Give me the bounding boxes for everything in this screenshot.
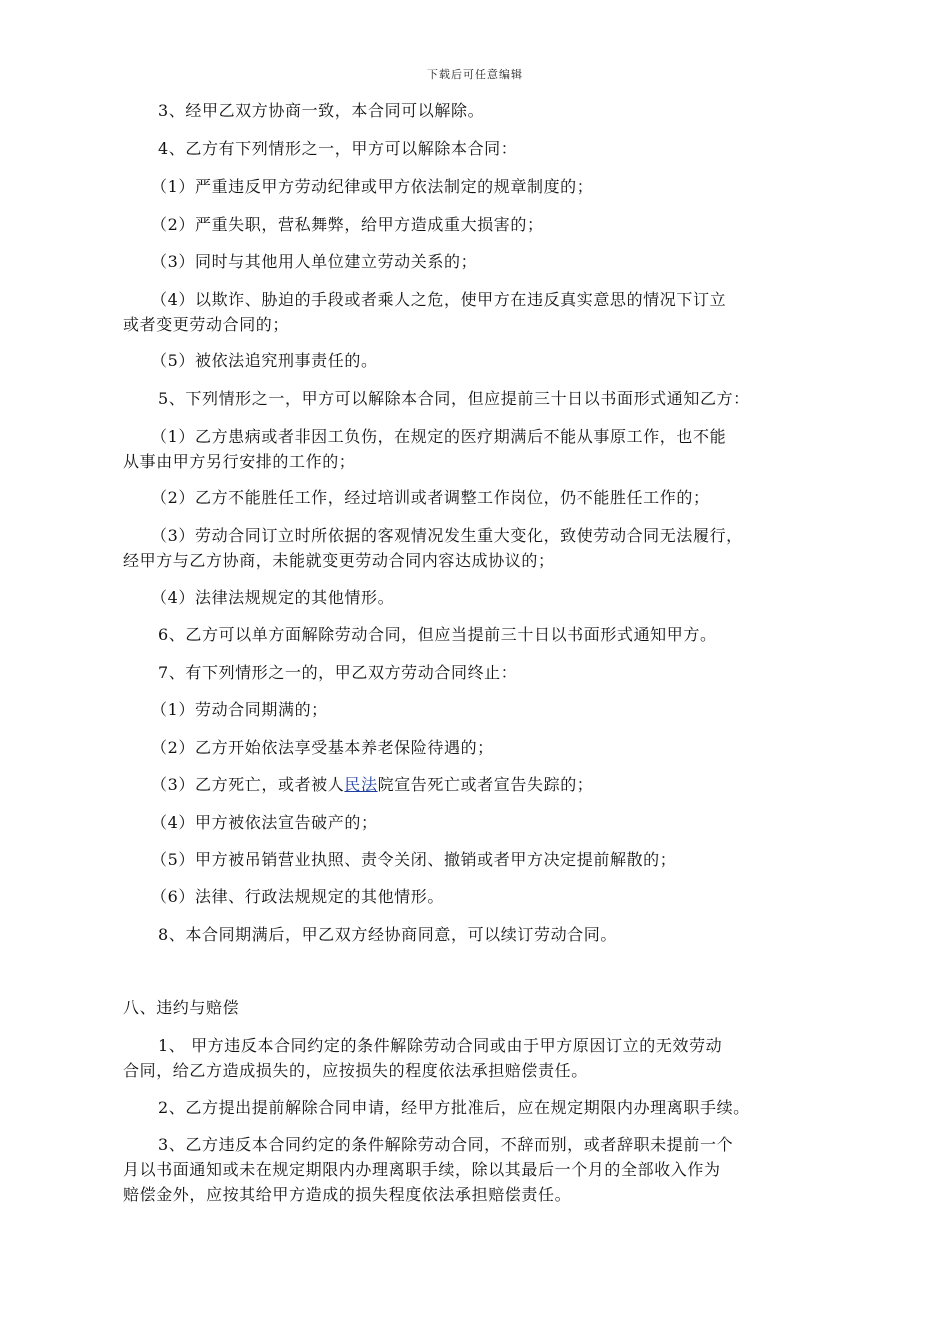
breach-3-line-3: 赔偿金外，应按其给甲方造成的损失程度依法承担赔偿责任。 [123, 1185, 572, 1204]
clause-5-item-1-line-2: 从事由甲方另行安排的工作的； [123, 452, 356, 471]
clause-5-item-2: （2）乙方不能胜任工作，经过培训或者调整工作岗位，仍不能胜任工作的； [151, 488, 710, 507]
breach-1-line-1: 1、 甲方违反本合同约定的条件解除劳动合同或由于甲方原因订立的无效劳动 [158, 1036, 723, 1055]
clause-4-item-5: （5）被依法追究刑事责任的。 [151, 351, 378, 370]
clause-7: 7、有下列情形之一的，甲乙双方劳动合同终止： [158, 663, 518, 682]
clause-7-item-3-text-post: 院宣告死亡或者宣告失踪的； [377, 775, 594, 794]
clause-4-item-2: （2）严重失职，营私舞弊，给甲方造成重大损害的； [151, 215, 544, 234]
breach-3-line-2: 月以书面通知或未在规定期限内办理离职手续，除以其最后一个月的全部收入作为 [123, 1160, 721, 1179]
clause-5: 5、下列情形之一，甲方可以解除本合同，但应提前三十日以书面形式通知乙方： [158, 389, 750, 408]
clause-8: 8、本合同期满后，甲乙双方经协商同意，可以续订劳动合同。 [158, 925, 617, 944]
clause-4-item-1: （1）严重违反甲方劳动纪律或甲方依法制定的规章制度的； [151, 177, 594, 196]
clause-5-item-4: （4）法律法规规定的其他情形。 [151, 588, 395, 607]
clause-7-item-2: （2）乙方开始依法享受基本养老保险待遇的； [151, 738, 494, 757]
clause-7-item-4: （4）甲方被依法宣告破产的； [151, 813, 378, 832]
breach-3-line-1: 3、乙方违反本合同约定的条件解除劳动合同，不辞而别，或者辞职未提前一个 [158, 1135, 734, 1154]
breach-1-line-2: 合同，给乙方造成损失的，应按损失的程度依法承担赔偿责任。 [123, 1061, 588, 1080]
clause-3: 3、经甲乙双方协商一致，本合同可以解除。 [158, 101, 485, 120]
court-link[interactable]: 民法 [344, 775, 378, 794]
clause-5-item-3-line-2: 经甲方与乙方协商，未能就变更劳动合同内容达成协议的； [123, 551, 555, 570]
clause-7-item-3 [151, 774, 593, 796]
clause-5-item-1-line-1: （1）乙方患病或者非因工负伤，在规定的医疗期满后不能从事原工作，也不能 [151, 427, 727, 446]
clause-7-item-5: （5）甲方被吊销营业执照、责令关闭、撤销或者甲方决定提前解散的； [151, 850, 677, 869]
page-header: 下载后可任意编辑 [427, 68, 523, 81]
clause-4-item-4-line-1: （4）以欺诈、胁迫的手段或者乘人之危，使甲方在违反真实意思的情况下订立 [151, 290, 727, 309]
clause-4-item-3: （3）同时与其他用人单位建立劳动关系的； [151, 252, 478, 271]
breach-2: 2、乙方提出提前解除合同申请，经甲方批准后，应在规定期限内办理离职手续。 [158, 1098, 750, 1117]
clause-7-item-6: （6）法律、行政法规规定的其他情形。 [151, 887, 444, 906]
clause-6: 6、乙方可以单方面解除劳动合同，但应当提前三十日以书面形式通知甲方。 [158, 625, 717, 644]
clause-4: 4、乙方有下列情形之一，甲方可以解除本合同： [158, 139, 518, 158]
clause-5-item-3-line-1: （3）劳动合同订立时所依据的客观情况发生重大变化，致使劳动合同无法履行， [151, 526, 743, 545]
clause-7-item-1: （1）劳动合同期满的； [151, 700, 328, 719]
section-heading-8: 八、违约与赔偿 [123, 998, 240, 1017]
clause-7-item-3-text-pre: （3）乙方死亡，或者被人 [151, 775, 345, 794]
clause-4-item-4-line-2: 或者变更劳动合同的； [123, 315, 290, 334]
